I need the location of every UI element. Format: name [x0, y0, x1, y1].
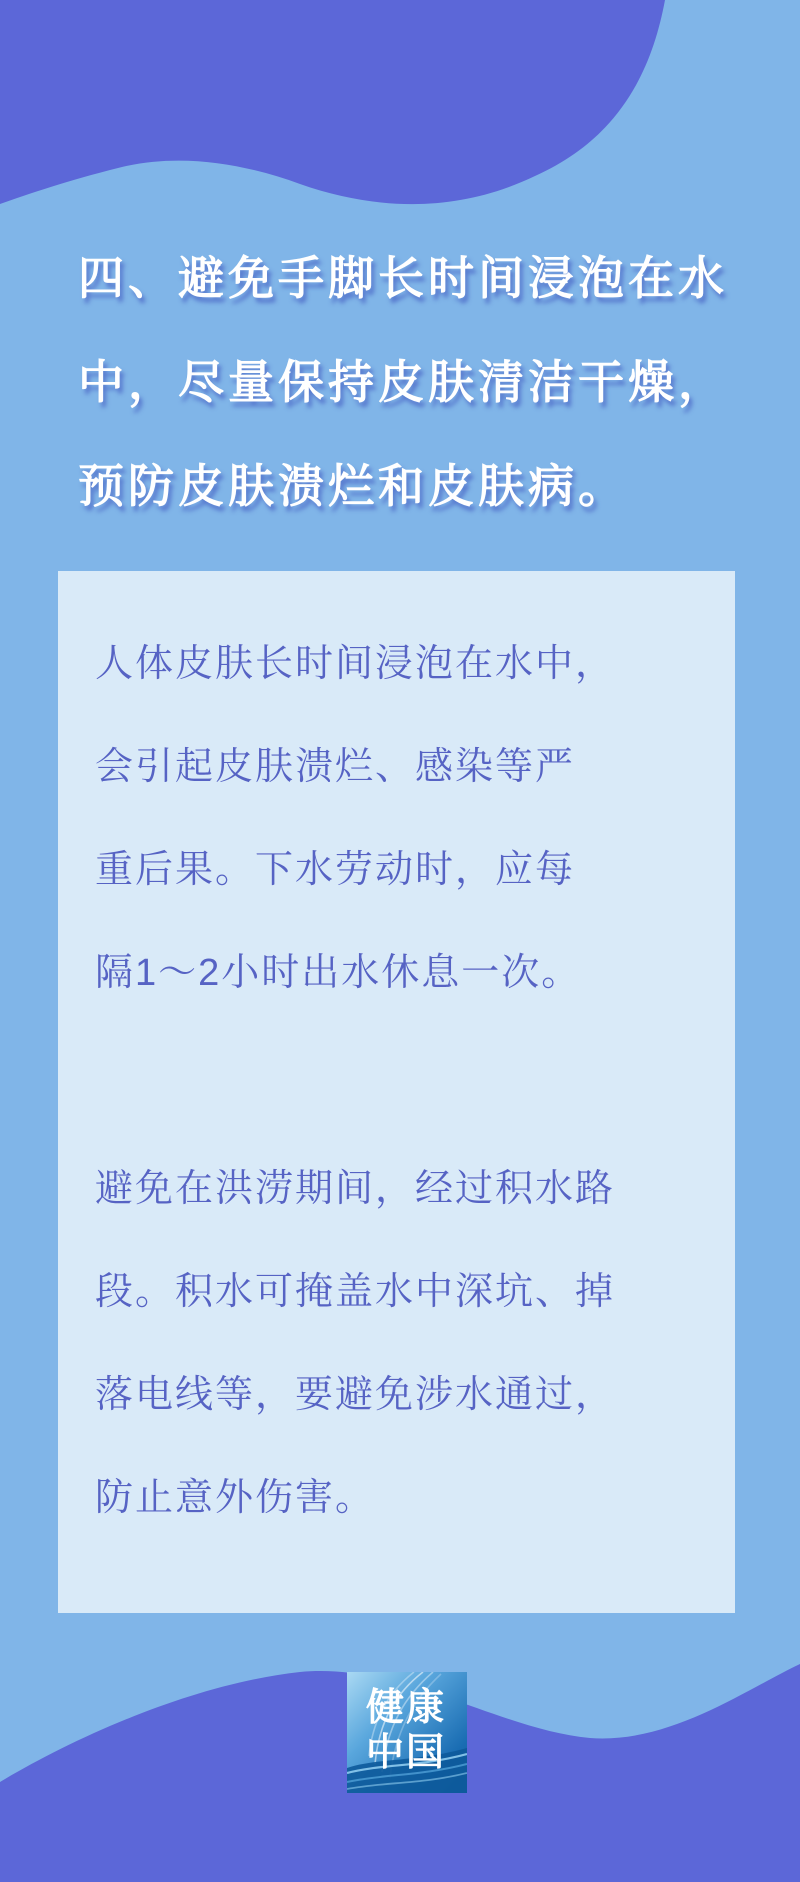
- healthy-china-logo: [347, 1672, 467, 1793]
- card-text-line: 避免在洪涝期间，经过积水路: [95, 1168, 616, 1210]
- card-text-line: 重后果。下水劳动时，应每: [95, 849, 576, 891]
- page-title-line-3: 预防皮肤溃烂和皮肤病。: [78, 460, 628, 512]
- logo-text-line-2: 中国: [365, 1732, 447, 1774]
- page-title-line-2: 中，尽量保持皮肤清洁干燥，: [78, 356, 728, 408]
- card-text-line: 落电线等，要避免涉水通过，: [95, 1374, 616, 1416]
- card-paragraph-2: [95, 1138, 695, 1550]
- info-card: [58, 571, 735, 1613]
- card-text-line: 防止意外伤害。: [95, 1477, 376, 1519]
- top-wave-shape: [0, 0, 800, 220]
- card-text-line: 会引起皮肤溃烂、感染等严: [95, 746, 576, 788]
- page-title: [78, 226, 758, 538]
- logo-text-line-1: 健康: [365, 1687, 447, 1729]
- card-text-line: 隔1～2小时出水休息一次。: [95, 952, 582, 994]
- card-text-line: 段。积水可掩盖水中深坑、掉: [95, 1271, 616, 1313]
- card-text-line: 人体皮肤长时间浸泡在水中，: [95, 643, 616, 685]
- page-title-line-1: 四、避免手脚长时间浸泡在水: [78, 252, 728, 304]
- card-paragraph-1: [95, 613, 695, 1025]
